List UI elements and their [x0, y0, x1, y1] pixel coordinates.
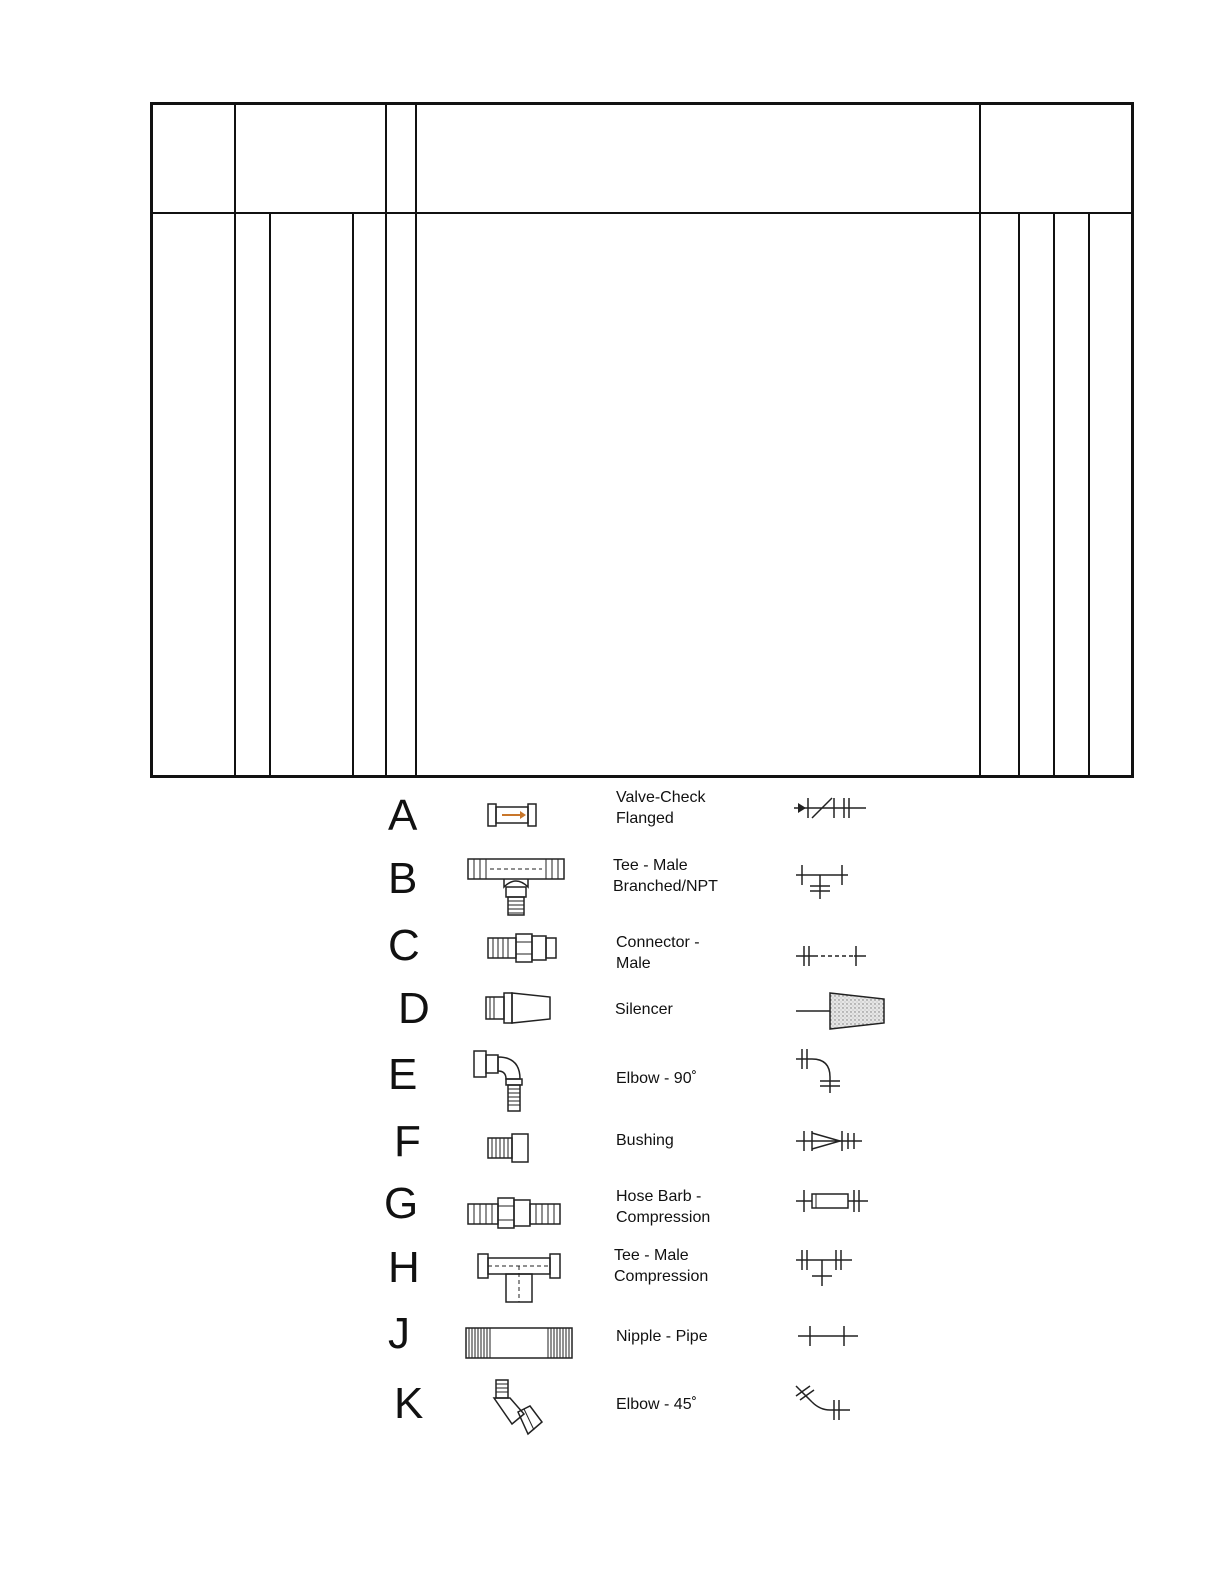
- tee-male-branched-icon: [466, 857, 566, 917]
- table-column-divider: [979, 105, 981, 775]
- table-subcolumn-divider: [1053, 212, 1055, 775]
- pipe-nipple-symbol-icon: [796, 1324, 860, 1348]
- pipe-nipple-icon: [464, 1326, 574, 1360]
- table-subcolumn-divider: [352, 212, 354, 775]
- legend-letter: G: [384, 1179, 419, 1228]
- check-valve-flanged-icon: [486, 802, 538, 828]
- legend-row: [380, 1117, 940, 1166]
- connector-symbol-icon: [794, 944, 870, 968]
- legend-row: [380, 1244, 940, 1306]
- blank-parts-table: [150, 102, 1134, 778]
- legend-name: Bushing: [616, 1132, 674, 1149]
- silencer-symbol-icon: [794, 991, 888, 1031]
- hose-barb-compression-icon: [466, 1196, 562, 1230]
- table-column-divider: [234, 105, 236, 775]
- legend-name: Tee - Male Branched/NPT: [613, 857, 718, 895]
- tee-branched-symbol-icon: [794, 861, 850, 901]
- legend-letter: D: [398, 984, 430, 1033]
- legend-letter: A: [388, 791, 418, 840]
- check-valve-symbol-icon: [792, 796, 868, 820]
- legend-letter: B: [388, 854, 418, 903]
- legend-row: [380, 790, 940, 840]
- legend-row: [380, 985, 940, 1035]
- legend-name: Nipple - Pipe: [616, 1328, 708, 1345]
- legend-row: [380, 855, 940, 917]
- hose-barb-symbol-icon: [794, 1188, 870, 1214]
- legend-name: Elbow - 45˚: [616, 1396, 697, 1413]
- bushing-icon: [486, 1132, 530, 1164]
- table-header-divider: [153, 212, 1131, 214]
- legend-letter: F: [394, 1117, 421, 1166]
- elbow-90-icon: [472, 1047, 532, 1113]
- legend-name: Hose Barb - Compression: [616, 1188, 711, 1226]
- legend-letter: J: [388, 1309, 410, 1358]
- legend-row: [380, 922, 940, 972]
- elbow-45-icon: [488, 1378, 548, 1440]
- table-subcolumn-divider: [269, 212, 271, 775]
- legend-row: [380, 1309, 940, 1362]
- tee-male-compression-icon: [476, 1250, 562, 1304]
- legend-letter: H: [388, 1243, 420, 1292]
- legend-name: Connector - Male: [616, 934, 700, 972]
- table-column-divider: [415, 105, 417, 775]
- legend-letter: E: [388, 1050, 418, 1099]
- connector-male-icon: [486, 932, 558, 964]
- bushing-symbol-icon: [794, 1129, 864, 1153]
- legend-name: Valve-Check Flanged: [616, 789, 706, 827]
- tee-compression-symbol-icon: [794, 1246, 854, 1288]
- legend-letter: C: [388, 921, 420, 970]
- legend-name: Elbow - 90˚: [616, 1070, 697, 1087]
- legend-row: [380, 1045, 940, 1115]
- silencer-icon: [484, 989, 552, 1027]
- elbow-90-symbol-icon: [794, 1047, 846, 1095]
- legend-row: [380, 1180, 940, 1230]
- elbow-45-symbol-icon: [792, 1382, 852, 1426]
- legend-name: Tee - Male Compression: [614, 1247, 709, 1285]
- table-subcolumn-divider: [1088, 212, 1090, 775]
- legend-letter: K: [394, 1379, 424, 1428]
- table-subcolumn-divider: [1018, 212, 1020, 775]
- legend-name: Silencer: [615, 1001, 673, 1018]
- table-column-divider: [385, 105, 387, 775]
- legend-row: [380, 1376, 940, 1442]
